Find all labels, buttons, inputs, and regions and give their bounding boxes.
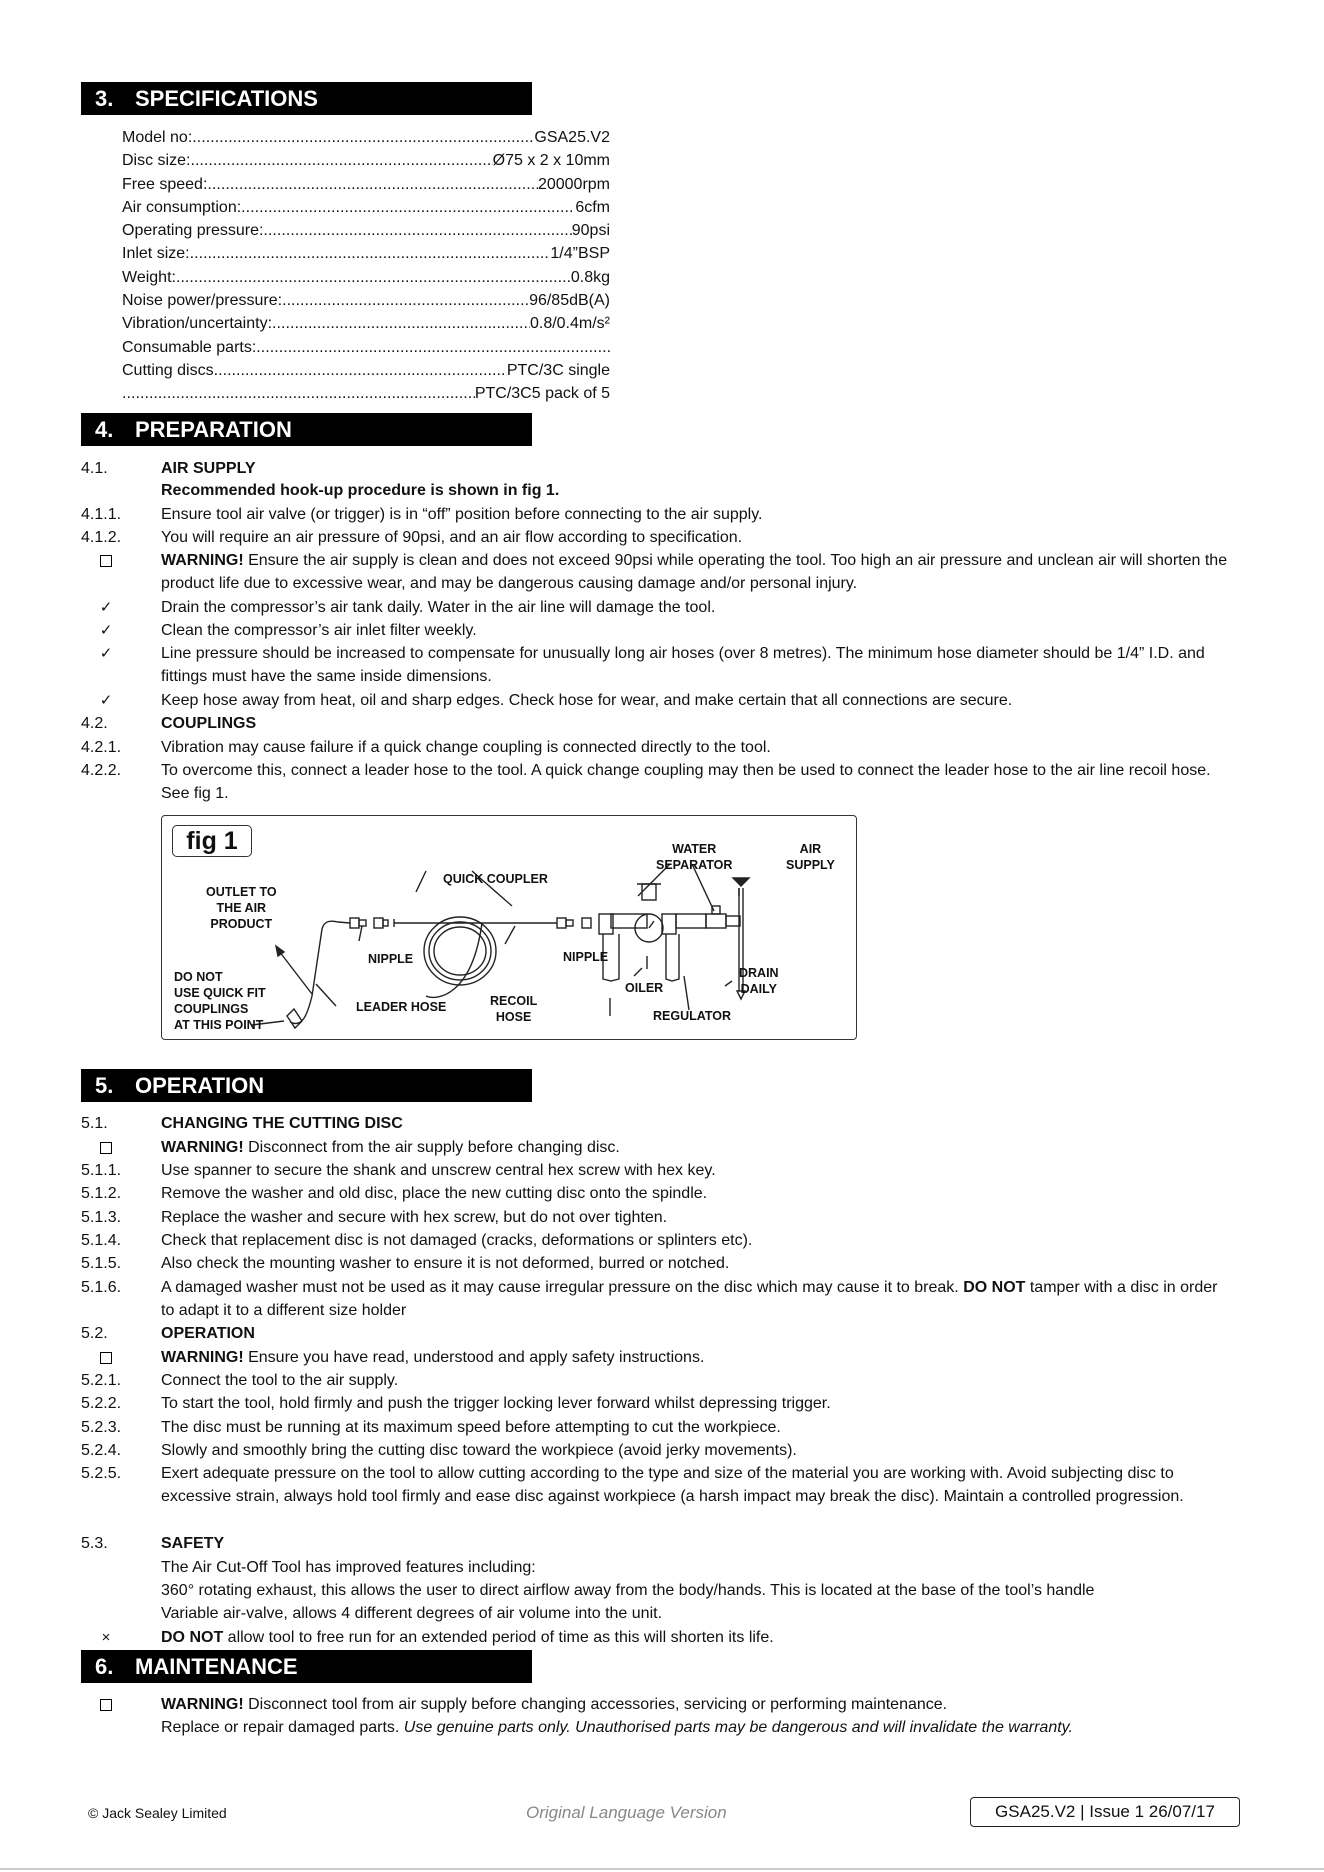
spec-value: PTC/3C single bbox=[506, 361, 610, 379]
warning-box-icon bbox=[96, 1346, 116, 1371]
item-body: AIR SUPPLY bbox=[161, 460, 256, 477]
label-air-supply: AIR SUPPLY bbox=[786, 842, 835, 872]
item-number: 4.2.2. bbox=[81, 762, 122, 779]
item-body: Slowly and smoothly bring the cutting disc toward the workpiece (avoid jerky movements). bbox=[161, 1442, 797, 1459]
spec-row bbox=[122, 312, 610, 335]
item-text bbox=[161, 759, 1229, 806]
spec-value: 90psi bbox=[571, 222, 610, 240]
item-lead: WARNING! bbox=[161, 1349, 244, 1366]
label-water-separator: WATER SEPARATOR bbox=[656, 842, 733, 872]
item-number: 5.1.2. bbox=[81, 1185, 122, 1202]
spec-row bbox=[122, 126, 610, 149]
spec-leader-dots bbox=[122, 382, 475, 405]
item-text bbox=[161, 457, 1229, 480]
item-body: Connect the tool to the air supply. bbox=[161, 1372, 399, 1389]
item-body: COUPLINGS bbox=[161, 715, 257, 732]
footer-issue-box: GSA25.V2 | Issue 1 26/07/17 bbox=[970, 1797, 1240, 1827]
item-text bbox=[161, 642, 1229, 689]
item-text bbox=[161, 1416, 1229, 1439]
item-text bbox=[161, 1182, 1229, 1205]
item-text bbox=[161, 1206, 1229, 1229]
item-italic: Use genuine parts only. Unauthorised parts may be dangerous and will invalidate the warranty. bbox=[403, 1719, 1073, 1736]
spec-leader-dots bbox=[192, 126, 534, 149]
item-number: 5.2.4. bbox=[81, 1442, 122, 1459]
spec-row bbox=[122, 173, 610, 196]
item-text bbox=[161, 1462, 1229, 1509]
spec-value: 20000rpm bbox=[537, 175, 610, 193]
item-number: 4.2. bbox=[81, 715, 108, 732]
item-text bbox=[161, 736, 1229, 759]
spec-row bbox=[122, 382, 610, 405]
item-text bbox=[161, 503, 1229, 526]
spec-value: GSA25.V2 bbox=[534, 129, 610, 146]
item-text bbox=[161, 596, 1229, 619]
item-number: 4.1.1. bbox=[81, 506, 122, 523]
spec-label: Operating pressure: bbox=[122, 222, 264, 240]
item-text bbox=[161, 1392, 1229, 1415]
item-text bbox=[161, 1579, 1229, 1602]
item-number: 5.1.5. bbox=[81, 1255, 122, 1272]
item-body: CHANGING THE CUTTING DISC bbox=[161, 1115, 403, 1132]
item-body: allow tool to free run for an extended period of time as this will shorten its life. bbox=[223, 1629, 774, 1646]
item-body: Recommended hook-up procedure is shown in fig 1. bbox=[161, 482, 560, 499]
label-drain-daily: DRAIN DAILY bbox=[739, 966, 779, 996]
section-header-specifications: 3. SPECIFICATIONS bbox=[81, 82, 532, 115]
section-header-operation: 5. OPERATION bbox=[81, 1069, 532, 1102]
spec-label: Free speed: bbox=[122, 175, 208, 193]
spec-label: Model no: bbox=[122, 129, 193, 146]
item-number: 5.2.5. bbox=[81, 1465, 122, 1482]
item-text bbox=[161, 1693, 1229, 1716]
cross-icon: × bbox=[101, 1629, 111, 1646]
item-body: The Air Cut-Off Tool has improved features including: bbox=[161, 1559, 536, 1576]
item-text bbox=[161, 1136, 1229, 1159]
spec-row bbox=[122, 242, 610, 265]
item-body: OPERATION bbox=[161, 1325, 255, 1342]
item-body: A damaged washer must not be used as it may cause irregular pressure on the disc which may cause it to break. bbox=[161, 1279, 964, 1296]
warning-box-icon bbox=[96, 1693, 116, 1718]
item-body: SAFETY bbox=[161, 1535, 225, 1552]
item-text bbox=[161, 1159, 1229, 1182]
warning-box-icon bbox=[96, 549, 116, 574]
spec-label: Weight: bbox=[122, 268, 176, 286]
spec-row bbox=[122, 266, 610, 289]
check-icon: ✓ bbox=[99, 645, 113, 662]
specifications-list bbox=[122, 126, 610, 406]
spec-label: Consumable parts: bbox=[122, 338, 257, 356]
label-nipple-right: NIPPLE bbox=[563, 950, 609, 964]
item-text bbox=[161, 479, 1229, 502]
label-quick-coupler: QUICK COUPLER bbox=[443, 872, 548, 886]
spec-value: 0.8/0.4m/s² bbox=[529, 315, 610, 333]
spec-value: PTC/3C5 pack of 5 bbox=[474, 385, 610, 403]
item-number: 5.1. bbox=[81, 1115, 108, 1132]
item-text bbox=[161, 712, 1229, 735]
item-body: Ensure you have read, understood and apply safety instructions. bbox=[243, 1349, 705, 1366]
item-body: Also check the mounting washer to ensure it is not deformed, burred or notched. bbox=[161, 1255, 730, 1272]
spec-value: 6cfm bbox=[575, 198, 610, 216]
item-text bbox=[161, 689, 1229, 712]
spec-leader-dots bbox=[214, 359, 507, 382]
label-oiler: OILER bbox=[625, 981, 664, 995]
item-text bbox=[161, 1532, 1229, 1555]
item-text bbox=[161, 1369, 1229, 1392]
item-body: Vibration may cause failure if a quick change coupling is connected directly to the tool. bbox=[161, 739, 771, 756]
item-text bbox=[161, 1626, 1229, 1649]
spec-row bbox=[122, 289, 610, 312]
item-text bbox=[161, 1346, 1229, 1369]
item-text bbox=[161, 1556, 1229, 1579]
item-body: Drain the compressor’s air tank daily. Water in the air line will damage the tool. bbox=[161, 599, 716, 616]
label-recoil-hose: RECOIL HOSE bbox=[490, 994, 538, 1024]
item-body: Keep hose away from heat, oil and sharp edges. Check hose for wear, and make certain that all connections are secure. bbox=[161, 692, 1013, 709]
spec-label: Inlet size: bbox=[122, 245, 190, 263]
item-number: 5.2. bbox=[81, 1325, 108, 1342]
item-text bbox=[161, 1252, 1229, 1275]
item-number: 5.1.3. bbox=[81, 1209, 122, 1226]
item-tail: tamper with a disc in order to adapt it to a different size holder bbox=[161, 1279, 1218, 1320]
label-nipple-left: NIPPLE bbox=[368, 952, 414, 966]
item-number: 5.1.4. bbox=[81, 1232, 122, 1249]
footer-language: Original Language Version bbox=[526, 1803, 727, 1822]
spec-row bbox=[122, 219, 610, 242]
item-body: Replace the washer and secure with hex screw, but do not over tighten. bbox=[161, 1209, 668, 1226]
item-lead: WARNING! bbox=[161, 1139, 244, 1156]
spec-label: Disc size: bbox=[122, 152, 191, 170]
item-text bbox=[161, 526, 1229, 549]
spec-label: Air consumption: bbox=[122, 198, 242, 216]
hookup-figure bbox=[161, 815, 857, 1040]
item-body: Ensure tool air valve (or trigger) is in “off” position before connecting to the air supply. bbox=[161, 506, 763, 523]
item-text bbox=[161, 1322, 1229, 1345]
section-header-maintenance: 6. MAINTENANCE bbox=[81, 1650, 532, 1683]
item-emphasis: DO NOT bbox=[963, 1279, 1026, 1296]
item-body: You will require an air pressure of 90psi, and an air flow according to specification. bbox=[161, 529, 743, 546]
spec-value: Ø75 x 2 x 10mm bbox=[492, 152, 610, 170]
spec-row bbox=[122, 149, 610, 172]
spec-leader-dots bbox=[190, 242, 551, 265]
check-icon: ✓ bbox=[99, 622, 113, 639]
check-icon: ✓ bbox=[99, 599, 113, 616]
label-leader-hose: LEADER HOSE bbox=[356, 1000, 447, 1014]
item-body: Remove the washer and old disc, place the new cutting disc onto the spindle. bbox=[161, 1185, 708, 1202]
item-body: Clean the compressor’s air inlet filter weekly. bbox=[161, 622, 477, 639]
spec-leader-dots bbox=[256, 336, 610, 359]
spec-leader-dots bbox=[190, 149, 492, 172]
spec-label: Cutting discs bbox=[122, 361, 214, 379]
warning-box-icon bbox=[96, 1136, 116, 1161]
checkbox-icon bbox=[100, 1142, 112, 1154]
footer-copyright: © Jack Sealey Limited bbox=[88, 1805, 227, 1821]
spec-value: 0.8kg bbox=[570, 268, 610, 286]
item-body: Line pressure should be increased to compensate for unusually long air hoses (over 8 metres). The minimum hose diameter should be 1/4” I.D. and fittings must have the same inside dimensions. bbox=[161, 645, 1205, 686]
item-number: 5.3. bbox=[81, 1535, 108, 1552]
spec-value: 1/4”BSP bbox=[550, 245, 610, 263]
item-body: Exert adequate pressure on the tool to allow cutting according to the type and size of the material you are working with. Avoid subjecting disc to excessive strain, always hold tool firmly and ease disc against workpiece (a harsh impact may break the disc). Maintain a controlled progression. bbox=[161, 1465, 1184, 1506]
item-number: 5.2.3. bbox=[81, 1419, 122, 1436]
spec-label: Vibration/uncertainty: bbox=[122, 315, 273, 333]
spec-leader-dots bbox=[176, 266, 571, 289]
item-lead: WARNING! bbox=[161, 1696, 244, 1713]
item-body: Use spanner to secure the shank and unscrew central hex screw with hex key. bbox=[161, 1162, 716, 1179]
figure-title: fig 1 bbox=[172, 825, 252, 857]
label-do-not-use: DO NOT USE QUICK FIT COUPLINGS AT THIS POINT bbox=[174, 970, 266, 1032]
spec-leader-dots bbox=[241, 196, 575, 219]
item-body: To start the tool, hold firmly and push the trigger locking lever forward whilst depressing trigger. bbox=[161, 1395, 831, 1412]
label-regulator: REGULATOR bbox=[653, 1009, 732, 1023]
label-outlet: OUTLET TO THE AIR PRODUCT bbox=[206, 885, 277, 931]
item-number: 4.1. bbox=[81, 460, 108, 477]
item-text bbox=[161, 1439, 1229, 1462]
item-body: Disconnect tool from air supply before changing accessories, servicing or performing maintenance. bbox=[243, 1696, 948, 1713]
item-body: Ensure the air supply is clean and does not exceed 90psi while operating the tool. Too high an air pressure and unclean air will shorten the product life due to excessive wear, and may be dangerous causing damage and/or personal injury. bbox=[161, 552, 1228, 593]
item-body: To overcome this, connect a leader hose to the tool. A quick change coupling may then be used to connect the leader hose to the air line recoil hose. See fig 1. bbox=[161, 762, 1211, 803]
item-body: Variable air-valve, allows 4 different degrees of air volume into the unit. bbox=[161, 1605, 663, 1622]
checkbox-icon bbox=[100, 1352, 112, 1364]
checkbox-icon bbox=[100, 555, 112, 567]
item-number: 5.2.2. bbox=[81, 1395, 122, 1412]
item-body: Check that replacement disc is not damaged (cracks, deformations or splinters etc). bbox=[161, 1232, 753, 1249]
item-text bbox=[161, 1112, 1229, 1135]
spec-value: 96/85dB(A) bbox=[529, 292, 610, 310]
item-text bbox=[161, 1716, 1229, 1739]
item-lead: WARNING! bbox=[161, 552, 244, 569]
checkbox-icon bbox=[100, 1699, 112, 1711]
item-text bbox=[161, 1229, 1229, 1252]
spec-label: Noise power/pressure: bbox=[122, 292, 283, 310]
item-text bbox=[161, 1602, 1229, 1625]
item-lead: DO NOT bbox=[161, 1629, 224, 1646]
item-text bbox=[161, 549, 1229, 596]
item-number: 5.2.1. bbox=[81, 1372, 122, 1389]
bottom-rule bbox=[0, 1868, 1324, 1870]
spec-row bbox=[122, 336, 610, 359]
item-number: 4.1.2. bbox=[81, 529, 122, 546]
item-body: Replace or repair damaged parts. bbox=[161, 1719, 404, 1736]
spec-leader-dots bbox=[207, 173, 538, 196]
item-body: The disc must be running at its maximum speed before attempting to cut the workpiece. bbox=[161, 1419, 781, 1436]
check-icon: ✓ bbox=[99, 692, 113, 709]
item-number: 4.2.1. bbox=[81, 739, 122, 756]
item-text bbox=[161, 619, 1229, 642]
item-body: Disconnect from the air supply before changing disc. bbox=[243, 1139, 620, 1156]
spec-leader-dots bbox=[263, 219, 571, 242]
spec-row bbox=[122, 359, 610, 382]
spec-leader-dots bbox=[272, 312, 530, 335]
item-text bbox=[161, 1276, 1229, 1323]
spec-row bbox=[122, 196, 610, 219]
spec-leader-dots bbox=[282, 289, 529, 312]
item-body: 360° rotating exhaust, this allows the user to direct airflow away from the body/hands. This is located at the base of the tool’s handle bbox=[161, 1582, 1095, 1599]
item-number: 5.1.1. bbox=[81, 1162, 122, 1179]
section-header-preparation: 4. PREPARATION bbox=[81, 413, 532, 446]
item-number: 5.1.6. bbox=[81, 1279, 122, 1296]
